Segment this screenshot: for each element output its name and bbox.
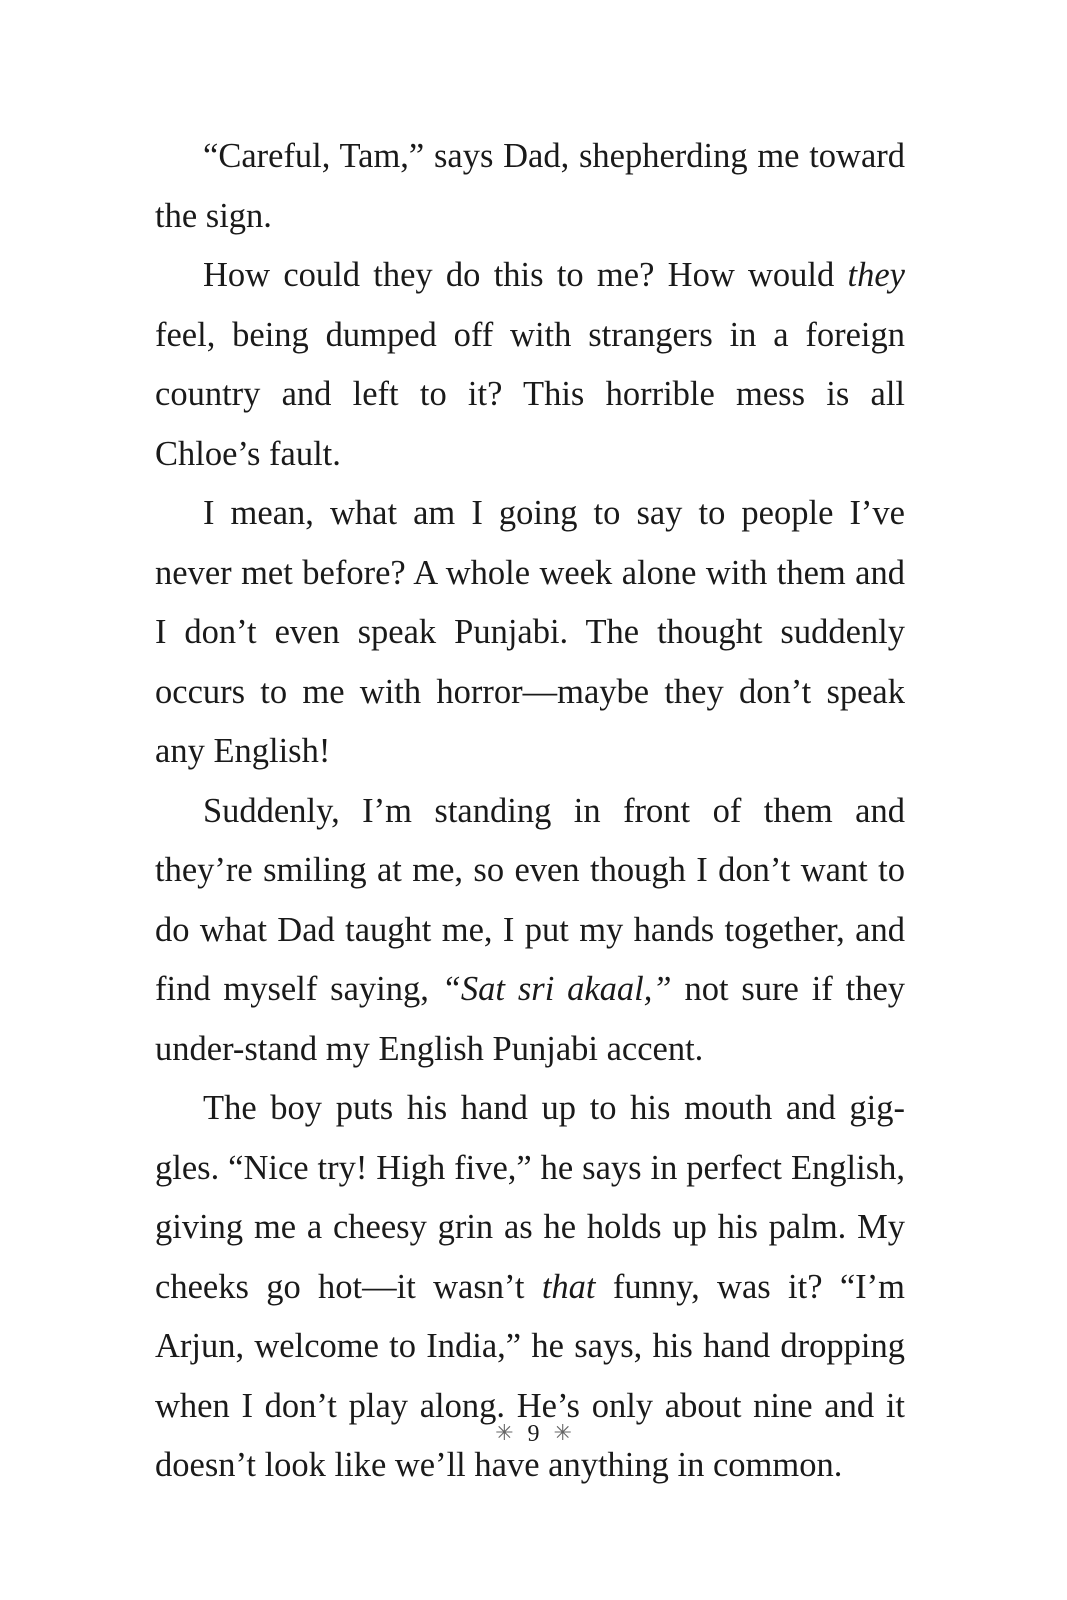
page-number: 9 [527,1421,540,1447]
paragraph-4 [155,782,905,1080]
page-footer [0,1420,1067,1448]
body-text [155,127,905,1496]
paragraph-text: “Careful, Tam,” says Dad, shepherding me toward the sign. [155,137,905,235]
paragraph-1 [155,127,905,246]
paragraph-text: not sure if they under-stand my English Punjabi accent. [155,970,906,1068]
asterisk-ornament-icon: ✳ [553,1420,572,1445]
italic-emphasis: that [541,1267,596,1306]
italic-emphasis: “Sat sri akaal,” [441,970,672,1008]
paragraph-text: The boy puts his hand up to his mouth and gig-gles. “Nice try! High five,” he says in perfect English, giving me a cheesy grin as he holds up his palm. My cheeks go hot—it wasn’t [155,1089,905,1306]
paragraph-text: feel, being dumped off with strangers in a foreign country and left to it? This horrible mess is all Chloe’s fault. [155,315,905,473]
paragraph-text: Suddenly, I’m standing in front of them and they’re smiling at me, so even though I don’t want to do what Dad taught me, I put my hands together, and find myself saying, [155,791,905,1008]
paragraph-text: funny, was it? “I’m Arjun, welcome to India,” he says, his hand dropping when I don’t play along. He’s only about nine and it doesn’t look like we’ll have anything in common. [155,1267,905,1484]
paragraph-text: I mean, what am I going to say to people I’ve never met before? A whole week alone with them and I don’t even speak Punjabi. The thought suddenly occurs to me with horror—maybe they don’t speak any English! [155,494,905,770]
asterisk-ornament-icon: ✳ [495,1420,514,1445]
paragraph-text: How could they do this to me? How would [203,256,848,294]
paragraph-3 [155,484,905,782]
italic-emphasis: they [847,256,905,294]
paragraph-2 [155,246,905,484]
